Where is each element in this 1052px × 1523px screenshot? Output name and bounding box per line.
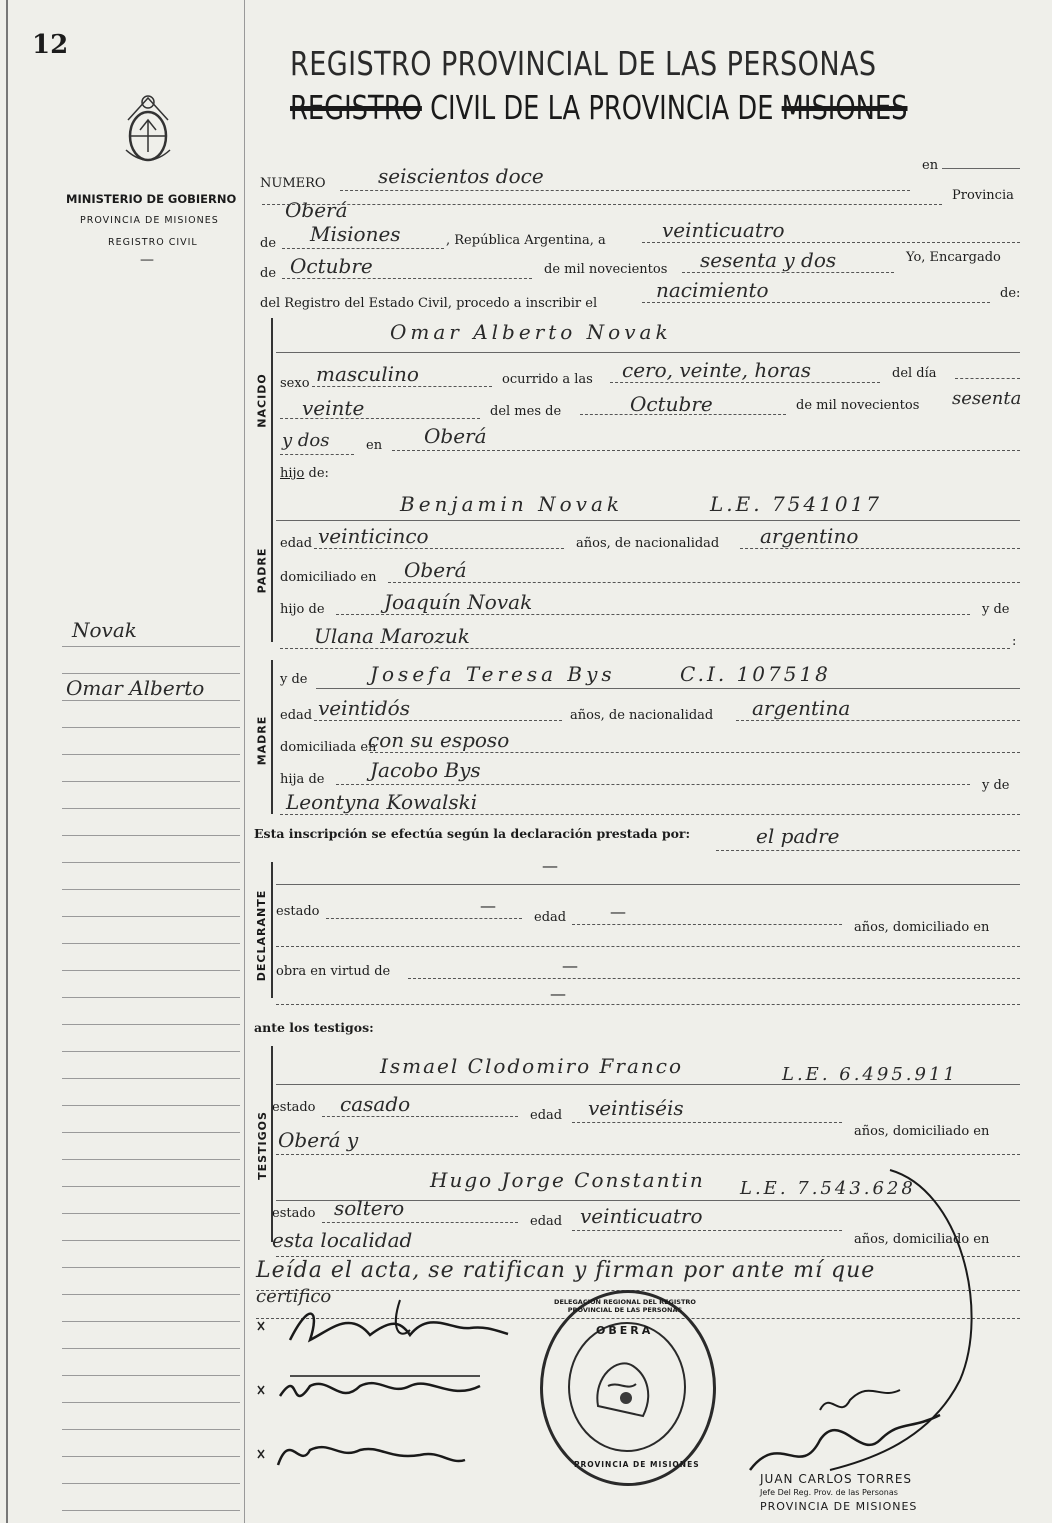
father-nac-label: años, de nacionalidad <box>576 536 720 551</box>
margin-ruled-line <box>62 889 240 890</box>
en-line <box>942 168 1020 169</box>
declarante-name-line <box>276 884 1020 885</box>
hijo-word: hijo <box>280 466 305 481</box>
hour-line <box>610 382 880 383</box>
father-nac-value: argentino <box>760 524 859 548</box>
mother-parent-line <box>336 784 970 785</box>
header-title-1: REGISTRO PROVINCIAL DE LAS PERSONAS <box>290 44 877 83</box>
mother-hija-label: hija de <box>280 772 325 787</box>
declarante-dash-4: — <box>562 956 578 975</box>
mother-nac-label: años, de nacionalidad <box>570 708 714 723</box>
margin-ruled-line <box>62 1375 240 1376</box>
margin-ruled-line <box>62 1429 240 1430</box>
margin-ruled-line <box>62 970 240 971</box>
witness-1-doc: L.E. 6.495.911 <box>782 1064 958 1085</box>
witness-2-edad-value: veinticuatro <box>580 1204 703 1228</box>
margin-ruled-line <box>62 1321 240 1322</box>
declarante-edad-line <box>572 924 842 925</box>
sexo-label: sexo <box>280 376 310 391</box>
padre-label: PADRE <box>255 547 269 593</box>
margin-ruled-line <box>62 646 240 647</box>
margin-ruled-line <box>62 754 240 755</box>
margin-ruled-line <box>62 1294 240 1295</box>
declarante-obra-label: obra en virtud de <box>276 964 391 979</box>
mother-parent-1: Jacobo Bys <box>370 758 481 782</box>
page-number: 12 <box>32 30 69 60</box>
birth-place-line <box>392 450 1020 451</box>
witness-1-edad-value: veintiséis <box>588 1096 684 1120</box>
witness-1-dom-line <box>276 1154 1020 1155</box>
seal-bottom-text: PROVINCIA DE MISIONES <box>574 1460 700 1469</box>
ocurrido-label: ocurrido a las <box>502 372 593 387</box>
declaracion-line <box>716 850 1020 851</box>
ministry-dash: — <box>140 252 154 268</box>
witness-1-dom-value: Oberá y <box>278 1128 359 1152</box>
margin-ruled-line <box>62 1402 240 1403</box>
sexo-value: masculino <box>316 362 419 386</box>
witness-1-estado-line <box>322 1116 518 1117</box>
seal-emblem-icon <box>588 1346 662 1426</box>
mother-parent-2: Leontyna Kowalski <box>286 790 478 814</box>
margin-ruled-line <box>62 1051 240 1052</box>
declarante-dash-1: — <box>542 856 558 875</box>
witness-2-doc: L.E. 7.543.628 <box>740 1178 916 1199</box>
nacido-label: NACIDO <box>255 372 269 428</box>
birth-month-value: Octubre <box>630 392 713 416</box>
witness-2-edad-label: edad <box>530 1214 563 1229</box>
mother-edad-line <box>314 720 562 721</box>
city-value: Oberá <box>285 198 348 222</box>
year-line <box>682 272 894 273</box>
witness-2-estado-value: soltero <box>334 1196 405 1220</box>
father-y-de: y de <box>982 602 1010 617</box>
margin-ruled-line <box>62 1132 240 1133</box>
declarante-edad-label: edad <box>534 910 567 925</box>
de-mil-label-2: de mil novecientos <box>796 398 920 413</box>
witness-1-edad-label: edad <box>530 1108 563 1123</box>
ministry-province: PROVINCIA DE MISIONES <box>80 215 219 226</box>
mother-edad-value: veintidós <box>318 696 410 720</box>
declarante-extra-line <box>276 1004 1020 1005</box>
father-name: Benjamin Novak <box>400 492 624 516</box>
hijo-de: de: <box>308 466 329 481</box>
day-line <box>642 242 1020 243</box>
father-name-line <box>276 520 1020 521</box>
margin-ruled-line <box>62 727 240 728</box>
month-line <box>282 278 532 279</box>
header-title-2 <box>290 88 907 127</box>
margin-ruled-line <box>62 943 240 944</box>
mother-dom-line <box>370 752 1020 753</box>
witness-2-estado-label: estado <box>272 1206 316 1221</box>
signature-declarant <box>250 1420 490 1490</box>
signature-witness-1 <box>250 1290 530 1360</box>
margin-ruled-line <box>62 1024 240 1025</box>
margin-given-names: Omar Alberto <box>66 676 205 700</box>
margin-ruled-line <box>62 1240 240 1241</box>
witness-1-name: Ismael Clodomiro Franco <box>380 1054 684 1078</box>
official-province: PROVINCIA DE MISIONES <box>760 1500 918 1513</box>
margin-ruled-line <box>62 997 240 998</box>
margin-ruled-line <box>62 1456 240 1457</box>
margin-ruled-line <box>62 1348 240 1349</box>
declarante-anos-dom: años, domiciliado en <box>854 920 990 935</box>
witness-2-dom-value: esta localidad <box>272 1228 413 1252</box>
mother-y-de: y de <box>280 672 308 687</box>
ministry-title: MINISTERIO DE GOBIERNO <box>66 192 237 206</box>
mother-nac-line <box>736 720 1020 721</box>
witness-2-estado-line <box>322 1222 518 1223</box>
witness-1-anos-dom: años, domiciliado en <box>854 1124 990 1139</box>
child-name: Omar Alberto Novak <box>390 320 672 344</box>
father-edad-label: edad <box>280 536 313 551</box>
father-doc: L.E. 7541017 <box>710 492 883 516</box>
en-label: en <box>922 158 939 173</box>
de-label-2: de <box>260 266 277 281</box>
witness-1-edad-line <box>572 1122 842 1123</box>
margin-ruled-line <box>62 673 240 674</box>
page-left-border <box>6 0 8 1523</box>
numero-line <box>340 190 910 191</box>
declarante-obra-line <box>408 978 1020 979</box>
mother-y-de-2: y de <box>982 778 1010 793</box>
seal-top-text: OBERA <box>596 1324 654 1337</box>
yo-encargado: Yo, Encargado <box>906 250 1001 265</box>
closing-line-1: Leída el acta, se ratifican y firman por ante mí que <box>256 1258 876 1283</box>
official-title: Jefe Del Reg. Prov. de las Personas <box>760 1488 898 1497</box>
province-value: Misiones <box>310 222 401 246</box>
del-registro-label: del Registro del Estado Civil, procedo a inscribir el <box>260 296 598 311</box>
birth-month-line <box>580 414 786 415</box>
margin-ruled-line <box>62 1510 240 1511</box>
declarante-dash-5: — <box>550 984 566 1003</box>
en-label-2: en <box>366 438 383 453</box>
father-nac-line <box>740 548 1020 549</box>
declaracion-value: el padre <box>756 824 840 848</box>
birth-year-value-2: y dos <box>282 430 330 451</box>
margin-ruled-line <box>62 1078 240 1079</box>
margin-ruled-line <box>62 1159 240 1160</box>
father-parent2-line <box>280 648 1010 649</box>
mother-name-line <box>316 688 1020 689</box>
witness-1-estado-value: casado <box>340 1092 411 1116</box>
margin-ruled-line <box>62 1267 240 1268</box>
witness-1-name-line <box>276 1084 1020 1085</box>
del-dia-line <box>955 378 1020 379</box>
testigos-label: TESTIGOS <box>255 1110 269 1180</box>
mother-nac-value: argentina <box>752 696 851 720</box>
margin-ruled-line <box>62 700 240 701</box>
header-struck-word: REGISTRO <box>290 88 422 127</box>
mother-edad-label: edad <box>280 708 313 723</box>
mother-doc: C.I. 107518 <box>680 662 831 686</box>
official-name: JUAN CARLOS TORRES <box>760 1472 913 1486</box>
sexo-line <box>312 386 492 387</box>
margin-ruled-line <box>62 916 240 917</box>
closing-line-2: certifico <box>256 1286 332 1307</box>
witness-2-name: Hugo Jorge Constantin <box>430 1168 705 1192</box>
province-line <box>282 248 444 249</box>
mother-name: Josefa Teresa Bys <box>370 662 616 686</box>
provincia-label: Provincia <box>952 188 1014 203</box>
republica-label: , República Argentina, a <box>446 233 606 248</box>
declarante-label: DECLARANTE <box>255 889 269 981</box>
declarante-dom-line <box>276 946 1020 947</box>
margin-ruled-line <box>62 1213 240 1214</box>
father-edad-line <box>314 548 564 549</box>
header-struck-end: MISIONES <box>781 88 908 127</box>
ministry-registro: REGISTRO CIVIL <box>108 237 198 248</box>
margin-surname: Novak <box>72 618 137 642</box>
declarante-dash-2: — <box>480 896 496 915</box>
margin-ruled-line <box>62 835 240 836</box>
father-hijo-label: hijo de <box>280 602 325 617</box>
margin-ruled-line <box>62 1105 240 1106</box>
hijo-label <box>280 466 329 481</box>
margin-ruled-line <box>62 808 240 809</box>
declarante-estado-line <box>326 918 522 919</box>
birth-day-line <box>280 418 480 419</box>
declarante-dash-3: — <box>610 902 626 921</box>
declaracion-label: Esta inscripción se efectúa según la declaración prestada por: <box>254 826 691 841</box>
father-dom-value: Oberá <box>404 558 467 582</box>
birth-day-value: veinte <box>302 396 365 420</box>
year-value: sesenta y dos <box>700 248 837 272</box>
witness-1-estado-label: estado <box>272 1100 316 1115</box>
birth-place-value: Oberá <box>424 424 487 448</box>
numero-label: NUMERO <box>260 176 326 191</box>
seal-ring-text: DELEGACION REGIONAL DEL REGISTRO PROVINCIAL DE LAS PERSONAS <box>554 1298 696 1314</box>
birth-year-line <box>280 454 354 455</box>
de-label-1: de <box>260 236 277 251</box>
day-value: veinticuatro <box>662 218 785 242</box>
hour-value: cero, veinte, horas <box>622 358 812 382</box>
del-dia-label: del día <box>892 366 937 381</box>
left-column-divider <box>244 0 245 1523</box>
act-value: nacimiento <box>656 278 769 302</box>
del-mes-label: del mes de <box>490 404 562 419</box>
margin-ruled-line <box>62 862 240 863</box>
city-line <box>262 204 942 205</box>
father-colon: : <box>1012 634 1017 649</box>
signature-official <box>730 1160 1020 1490</box>
act-line <box>642 302 990 303</box>
mother-dom-value: con su esposo <box>368 728 510 752</box>
margin-ruled-line <box>62 781 240 782</box>
father-parent-line <box>336 614 970 615</box>
child-name-line <box>276 352 1020 353</box>
mother-dom-label: domiciliada en <box>280 740 377 755</box>
madre-label: MADRE <box>255 715 269 765</box>
header-title-2-mid: CIVIL DE LA PROVINCIA DE <box>421 88 782 127</box>
de-colon-label: de: <box>1000 286 1021 301</box>
margin-ruled-line <box>62 1483 240 1484</box>
father-edad-value: veinticinco <box>318 524 429 548</box>
declarante-estado-label: estado <box>276 904 320 919</box>
mother-parent2-line <box>280 814 1020 815</box>
witness-2-anos-dom: años, domiciliado en <box>854 1232 990 1247</box>
father-dom-label: domiciliado en <box>280 570 377 585</box>
birth-year-value-1: sesenta <box>952 388 1022 409</box>
father-parent-2: Ulana Marozuk <box>314 624 470 648</box>
margin-ruled-line <box>62 1186 240 1187</box>
numero-value: seiscientos doce <box>378 164 544 188</box>
coat-of-arms-icon <box>118 90 178 170</box>
father-dom-line <box>388 582 1020 583</box>
de-mil-label: de mil novecientos <box>544 262 668 277</box>
testigos-intro: ante los testigos: <box>254 1020 374 1035</box>
father-parent-1: Joaquín Novak <box>384 590 533 614</box>
month-value: Octubre <box>290 254 373 278</box>
signature-witness-2 <box>250 1356 510 1426</box>
